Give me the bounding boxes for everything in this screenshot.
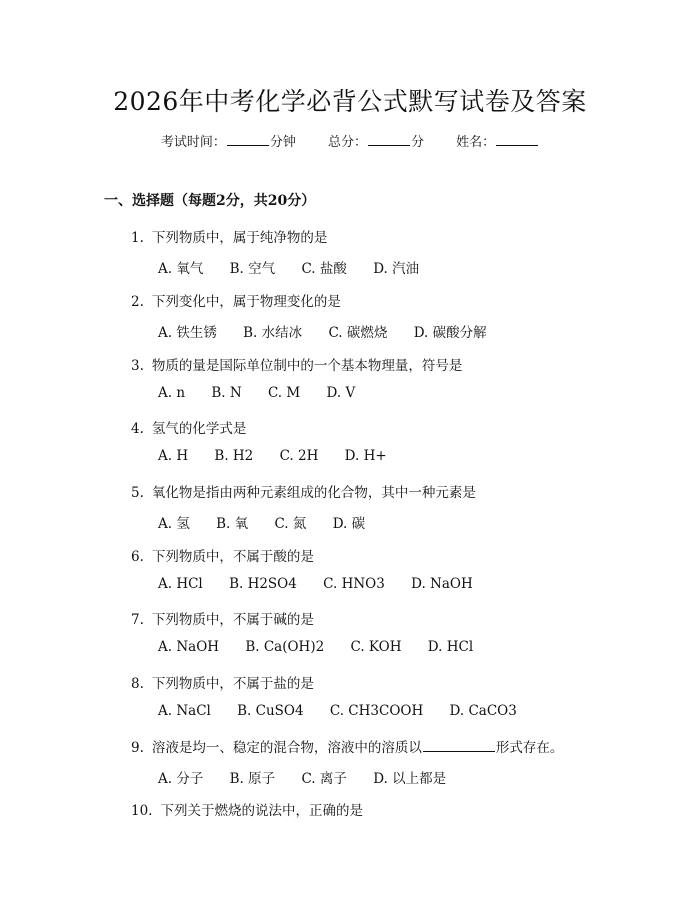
question-item <box>131 354 462 374</box>
question-item <box>131 290 341 310</box>
question-options <box>158 767 468 787</box>
question-text-before-blank: 溶液是均一、稳定的混合物，溶液中的溶质以 <box>151 740 422 756</box>
option-a: A. 分子 <box>158 771 204 787</box>
question-text-after-blank: 形式存在。 <box>495 740 564 756</box>
student-name-blank <box>496 133 538 146</box>
exam-time-unit: 分钟 <box>269 135 296 150</box>
option-c: C. CH3COOH <box>329 703 424 719</box>
question-options <box>158 257 441 277</box>
exam-time-field <box>161 131 296 150</box>
option-c: C. 2H <box>279 448 319 464</box>
question-number: 5. <box>131 485 144 501</box>
option-b: B. N <box>211 385 242 401</box>
question-item <box>131 481 476 501</box>
option-b: B. H2 <box>214 448 254 464</box>
question-text: 氧化物是指由两种元素组成的化合物，其中一种元素是 <box>151 485 476 501</box>
question-options <box>158 448 409 464</box>
option-a: A. NaCl <box>158 703 211 719</box>
question-options <box>158 639 495 655</box>
question-text: 下列变化中，属于物理变化的是 <box>151 294 341 310</box>
student-name-field <box>456 131 539 150</box>
question-number: 2. <box>131 294 144 310</box>
question-text: 物质的量是国际单位制中的一个基本物理量，符号是 <box>151 358 463 374</box>
question-item <box>131 226 327 246</box>
question-item <box>131 545 314 565</box>
question-item <box>131 736 563 756</box>
option-b: B. 氧 <box>216 516 249 532</box>
student-name-label: 姓名： <box>456 135 496 150</box>
option-c: C. 氮 <box>274 516 307 532</box>
question-text: 下列物质中，不属于酸的是 <box>151 549 314 565</box>
option-b: B. 原子 <box>229 771 276 787</box>
option-a: A. 氢 <box>158 516 190 532</box>
question-number: 10. <box>131 803 153 819</box>
question-options <box>158 512 387 532</box>
option-d: D. 汽油 <box>373 261 420 277</box>
question-item <box>131 608 314 628</box>
question-text: 下列物质中，不属于碱的是 <box>151 612 314 628</box>
question-text: 下列物质中，不属于盐的是 <box>151 676 314 692</box>
question-number: 3. <box>131 358 144 374</box>
question-text: 下列物质中，属于纯净物的是 <box>151 230 328 246</box>
option-d: D. NaOH <box>411 576 473 592</box>
option-d: D. H+ <box>344 448 387 464</box>
total-score-unit: 分 <box>411 135 425 150</box>
question-item <box>131 417 246 437</box>
exam-time-blank <box>227 133 269 146</box>
option-d: D. HCl <box>427 639 474 655</box>
option-b: B. 空气 <box>229 261 276 277</box>
question-options <box>158 385 377 401</box>
question-number: 9. <box>131 740 144 756</box>
option-a: A. n <box>158 385 186 401</box>
question-item <box>131 672 314 692</box>
option-b: B. CuSO4 <box>237 703 304 719</box>
option-d: D. 碳酸分解 <box>413 325 487 341</box>
option-b: B. H2SO4 <box>229 576 297 592</box>
question-options <box>158 703 539 719</box>
option-c: C. 盐酸 <box>301 261 347 277</box>
answer-blank <box>423 739 495 752</box>
option-a: A. 氧气 <box>158 261 204 277</box>
question-text: 下列关于燃烧的说法中，正确的是 <box>160 803 363 819</box>
option-c: C. KOH <box>350 639 402 655</box>
option-c: C. M <box>267 385 301 401</box>
total-score-label: 总分： <box>327 135 367 150</box>
question-number: 8. <box>131 676 144 692</box>
question-number: 1. <box>131 230 144 246</box>
question-number: 6. <box>131 549 144 565</box>
option-d: D. CaCO3 <box>449 703 517 719</box>
option-b: B. Ca(OH)2 <box>245 639 325 655</box>
option-d: D. V <box>326 385 356 401</box>
option-c: C. HNO3 <box>323 576 385 592</box>
option-a: A. NaOH <box>158 639 220 655</box>
question-number: 4. <box>131 421 144 437</box>
option-c: C. 碳燃烧 <box>328 325 388 341</box>
question-options <box>158 576 495 592</box>
section-title-choice: 一、选择题（每题2分，共20分） <box>104 193 316 209</box>
question-text: 氢气的化学式是 <box>151 421 247 437</box>
page-title: 2026年中考化学必背公式默写试卷及答案 <box>113 87 587 116</box>
exam-meta-line <box>0 131 700 150</box>
option-d: D. 以上都是 <box>373 771 447 787</box>
total-score-field <box>328 131 424 150</box>
option-a: A. HCl <box>158 576 203 592</box>
question-number: 7. <box>131 612 144 628</box>
question-options <box>158 321 509 341</box>
total-score-blank <box>368 133 410 146</box>
question-item <box>131 799 363 819</box>
option-d: D. 碳 <box>332 516 366 532</box>
option-a: A. H <box>158 448 189 464</box>
option-a: A. 铁生锈 <box>158 325 217 341</box>
option-c: C. 离子 <box>301 771 347 787</box>
exam-time-label: 考试时间： <box>160 135 226 150</box>
option-b: B. 水结冰 <box>243 325 303 341</box>
